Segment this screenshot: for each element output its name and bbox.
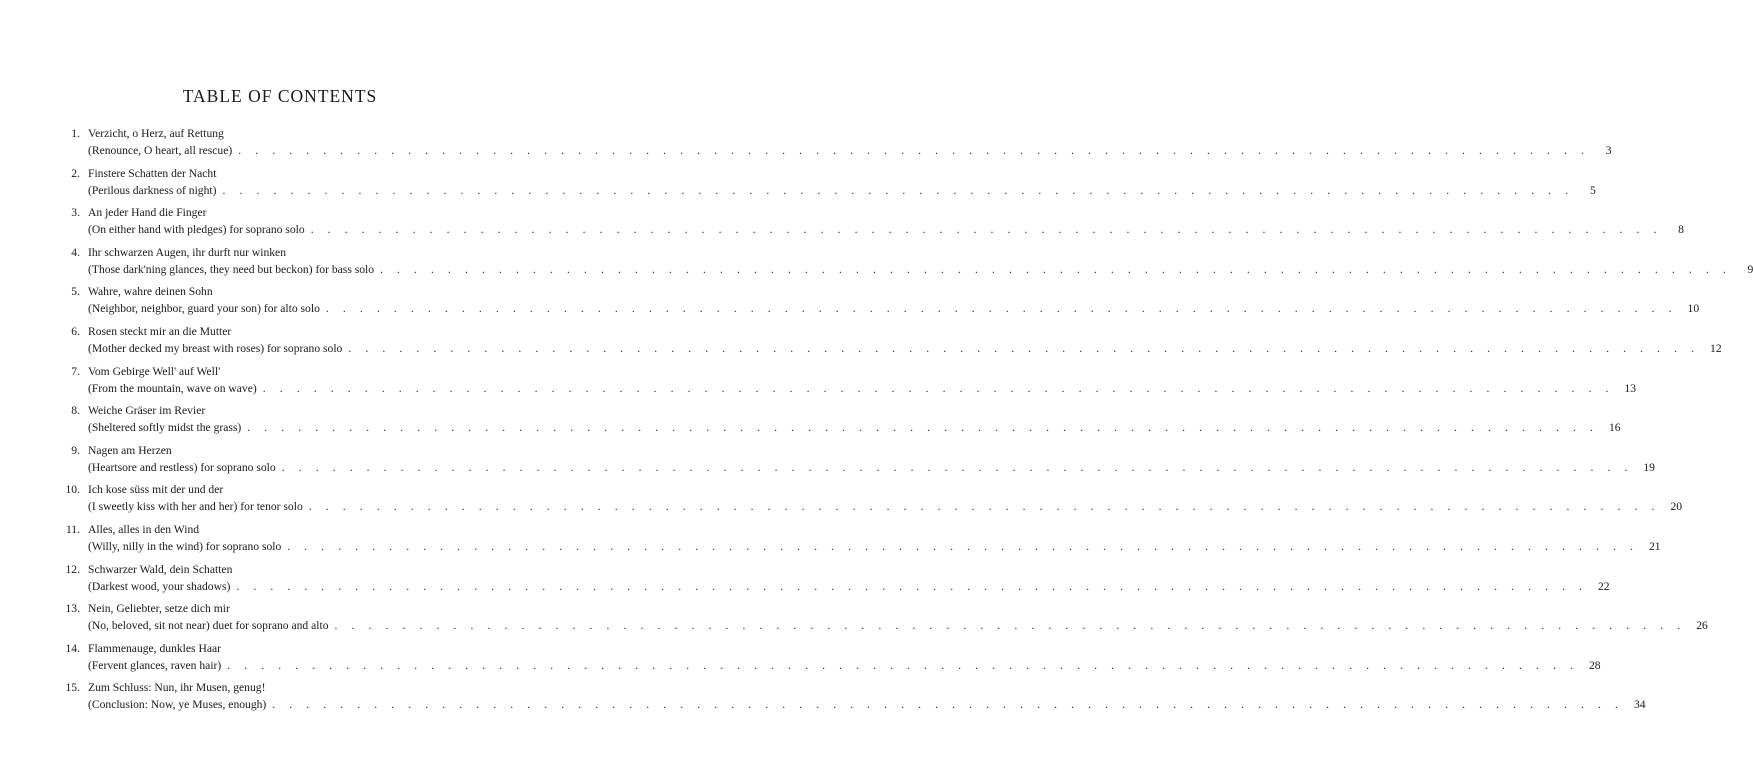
toc-entry: [0, 243, 1753, 283]
entry-english-title: (On either hand with pledges) for soprano solo: [88, 223, 305, 237]
toc-entry: [0, 599, 1708, 639]
toc-entry: [0, 441, 1655, 481]
entry-german-title: Flammenauge, dunkles Haar: [88, 641, 221, 655]
entry-page-number: 21: [1648, 539, 1661, 553]
entry-number: 4.: [71, 245, 80, 259]
entry-german-title: Alles, alles in den Wind: [88, 522, 200, 536]
table-of-contents: [0, 124, 1753, 718]
dot-leader: . . . . . . . . . . . . . . . . . . . . . . . . . . . . . . . . . . . . . . . . . . . . . . . . . . . . . . . . . . . . . . . . . . . . . . . . . . . . . . . .: [308, 500, 1661, 514]
dot-leader: . . . . . . . . . . . . . . . . . . . . . . . . . . . . . . . . . . . . . . . . . . . . . . . . . . . . . . . . . . . . . . . . . . . . . . . . . . . . . . . .: [247, 421, 1599, 435]
dot-leader: . . . . . . . . . . . . . . . . . . . . . . . . . . . . . . . . . . . . . . . . . . . . . . . . . . . . . . . . . . . . . . . . . . . . . . . . . . . . . . . .: [262, 381, 1614, 395]
toc-entry: [0, 639, 1601, 679]
entry-page-number: 12: [1710, 341, 1722, 355]
toc-entry: [0, 401, 1621, 441]
entry-english-title: (From the mountain, wave on wave): [88, 381, 257, 395]
entry-number: 3.: [71, 206, 80, 220]
entry-english-title: (Heartsore and restless) for soprano solo: [88, 460, 276, 474]
entry-number: 9.: [71, 443, 80, 457]
entry-english-line: [88, 144, 1612, 157]
dot-leader: . . . . . . . . . . . . . . . . . . . . . . . . . . . . . . . . . . . . . . . . . . . . . . . . . . . . . . . . . . . . . . . . . . . . . . . . . . . . . . . .: [380, 262, 1732, 276]
entry-english-title: (Fervent glances, raven hair): [88, 658, 222, 672]
entry-number: 8.: [71, 404, 80, 418]
entry-german-title: Vom Gebirge Well' auf Well': [88, 364, 221, 378]
toc-entry: [0, 322, 1722, 362]
entry-page-number: 16: [1608, 421, 1621, 435]
dot-leader: . . . . . . . . . . . . . . . . . . . . . . . . . . . . . . . . . . . . . . . . . . . . . . . . . . . . . . . . . . . . . . . . . . . . . . . . . . . . . . . .: [222, 183, 1574, 197]
toc-entry: [0, 678, 1646, 718]
toc-entry: [0, 480, 1683, 520]
entry-english-line: [88, 302, 1700, 316]
entry-german-title: Weiche Gräser im Revier: [88, 404, 206, 418]
entry-page-number: 22: [1598, 579, 1610, 593]
entry-english-line: [88, 460, 1655, 474]
dot-leader: . . . . . . . . . . . . . . . . . . . . . . . . . . . . . . . . . . . . . . . . . . . . . . . . . . . . . . . . . . . . . . . . . . . . . . . . . . . . . . . .: [310, 223, 1662, 237]
entry-german-title: Schwarzer Wald, dein Schatten: [88, 562, 233, 576]
entry-page-number: 9: [1747, 262, 1753, 276]
dot-leader: . . . . . . . . . . . . . . . . . . . . . . . . . . . . . . . . . . . . . . . . . . . . . . . . . . . . . . . . . . . . . . . . . . . . . . . . . . . . . . . .: [227, 658, 1579, 672]
entry-english-title: (I sweetly kiss with her and her) for tenor solo: [88, 500, 303, 514]
toc-entry: [0, 124, 1612, 164]
entry-english-line: [88, 381, 1636, 395]
entry-english-title: (Mother decked my breast with roses) for soprano solo: [88, 341, 343, 355]
entry-english-line: [88, 421, 1621, 435]
dot-leader: . . . . . . . . . . . . . . . . . . . . . . . . . . . . . . . . . . . . . . . . . . . . . . . . . . . . . . . . . . . . . . . . . . . . . . . . . . . . . . . .: [348, 341, 1700, 355]
entry-english-title: (No, beloved, sit not near) duet for soprano and alto: [88, 619, 329, 633]
entry-english-line: [88, 183, 1596, 197]
entry-page-number: 19: [1643, 460, 1655, 474]
entry-german-title: Verzicht, o Herz, auf Rettung: [88, 127, 224, 140]
entry-number: 15.: [65, 681, 80, 695]
entry-english-title: (Darkest wood, your shadows): [88, 579, 231, 593]
entry-number: 11.: [65, 522, 80, 536]
toc-entry: [0, 203, 1684, 243]
entry-number: 2.: [71, 166, 80, 180]
entry-english-line: [88, 223, 1684, 237]
entry-german-title: Wahre, wahre deinen Sohn: [88, 285, 213, 299]
entry-german-title: Nein, Geliebter, setze dich mir: [88, 602, 230, 616]
toc-entry: [0, 164, 1596, 204]
entry-page-number: 26: [1696, 619, 1708, 633]
entry-english-line: [88, 539, 1661, 553]
dot-leader: . . . . . . . . . . . . . . . . . . . . . . . . . . . . . . . . . . . . . . . . . . . . . . . . . . . . . . . . . . . . . . . . . . . . . . . . . . . . . . . .: [334, 619, 1686, 633]
toc-entry: [0, 560, 1610, 600]
entry-page-number: 13: [1624, 381, 1636, 395]
toc-entry: [0, 282, 1700, 322]
entry-english-title: (Renounce, O heart, all rescue): [88, 144, 233, 157]
entry-german-title: Ich kose süss mit der und der: [88, 483, 224, 497]
entry-english-line: [88, 658, 1601, 672]
entry-number: 6.: [71, 324, 80, 338]
entry-number: 1.: [71, 127, 80, 140]
toc-entry: [0, 520, 1661, 560]
entry-english-line: [88, 341, 1722, 355]
dot-leader: . . . . . . . . . . . . . . . . . . . . . . . . . . . . . . . . . . . . . . . . . . . . . . . . . . . . . . . . . . . . . . . . . . . . . . . . . . . . . . . .: [325, 302, 1678, 316]
entry-number: 5.: [71, 285, 80, 299]
dot-leader: . . . . . . . . . . . . . . . . . . . . . . . . . . . . . . . . . . . . . . . . . . . . . . . . . . . . . . . . . . . . . . . . . . . . . . . . . . . . . . . .: [238, 144, 1590, 157]
entry-german-title: Zum Schluss: Nun, ihr Musen, genug!: [88, 681, 266, 695]
entry-english-title: (Sheltered softly midst the grass): [88, 421, 242, 435]
dot-leader: . . . . . . . . . . . . . . . . . . . . . . . . . . . . . . . . . . . . . . . . . . . . . . . . . . . . . . . . . . . . . . . . . . . . . . . . . . . . . . . .: [236, 579, 1588, 593]
entry-english-title: (Conclusion: Now, ye Muses, enough): [88, 698, 267, 712]
entry-page-number: 34: [1633, 698, 1646, 712]
entry-english-line: [88, 500, 1683, 514]
entry-german-title: Ihr schwarzen Augen, ihr durft nur winken: [88, 245, 286, 259]
entry-english-line: [88, 698, 1646, 712]
entry-page-number: 5: [1589, 183, 1596, 197]
entry-page-number: 8: [1678, 223, 1684, 237]
entry-number: 12.: [65, 562, 80, 576]
entry-number: 10.: [65, 483, 80, 497]
entry-german-title: Nagen am Herzen: [88, 443, 172, 457]
entry-page-number: 3: [1605, 144, 1612, 157]
toc-entry: [0, 362, 1636, 402]
entry-english-title: (Neighbor, neighbor, guard your son) for alto solo: [88, 302, 320, 316]
entry-german-title: Rosen steckt mir an die Mutter: [88, 324, 232, 338]
entry-number: 13.: [65, 602, 80, 616]
entry-english-title: (Perilous darkness of night): [88, 183, 217, 197]
entry-page-number: 28: [1588, 658, 1601, 672]
entry-page-number: 20: [1670, 500, 1683, 514]
entry-number: 14.: [65, 641, 80, 655]
dot-leader: . . . . . . . . . . . . . . . . . . . . . . . . . . . . . . . . . . . . . . . . . . . . . . . . . . . . . . . . . . . . . . . . . . . . . . . . . . . . . . . .: [272, 698, 1624, 712]
entry-english-line: [88, 619, 1708, 633]
page-title: TABLE OF CONTENTS: [182, 86, 378, 106]
dot-leader: . . . . . . . . . . . . . . . . . . . . . . . . . . . . . . . . . . . . . . . . . . . . . . . . . . . . . . . . . . . . . . . . . . . . . . . . . . . . . . . .: [287, 539, 1639, 553]
entry-german-title: An jeder Hand die Finger: [88, 206, 207, 220]
dot-leader: . . . . . . . . . . . . . . . . . . . . . . . . . . . . . . . . . . . . . . . . . . . . . . . . . . . . . . . . . . . . . . . . . . . . . . . . . . . . . . . .: [281, 460, 1633, 474]
entry-german-title: Finstere Schatten der Nacht: [88, 166, 217, 180]
entry-english-line: [88, 262, 1753, 276]
entry-english-title: (Those dark'ning glances, they need but beckon) for bass solo: [88, 262, 375, 276]
entry-english-line: [88, 579, 1610, 593]
entry-english-title: (Willy, nilly in the wind) for soprano solo: [88, 539, 282, 553]
entry-page-number: 10: [1687, 302, 1700, 316]
entry-number: 7.: [71, 364, 80, 378]
